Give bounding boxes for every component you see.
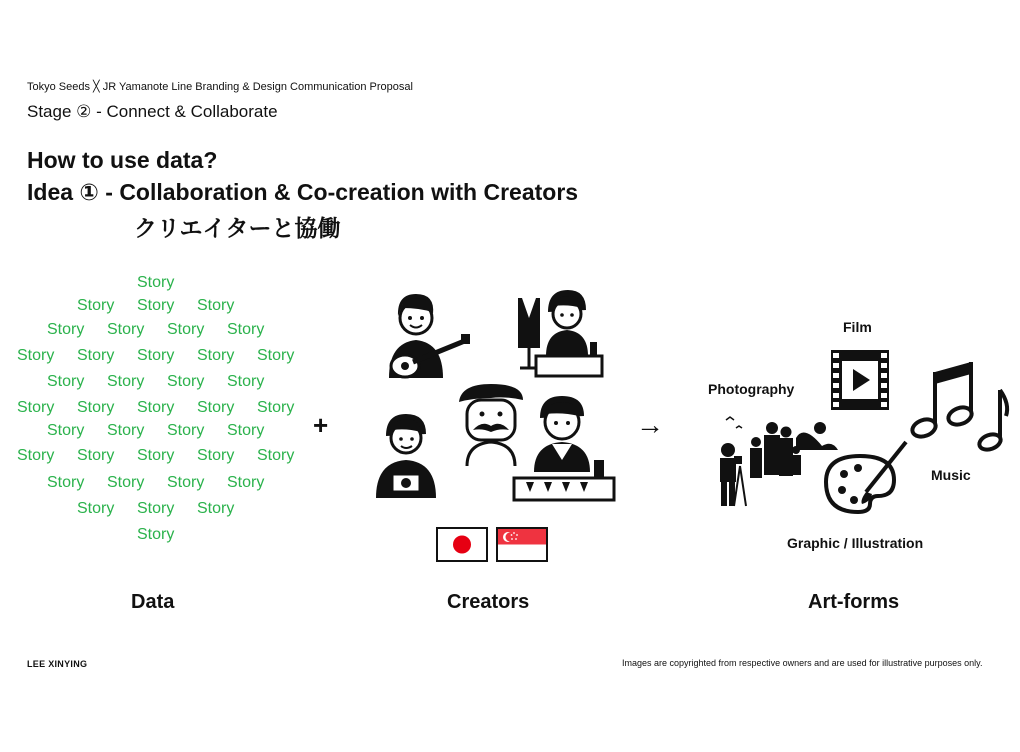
story-word: Story <box>197 347 235 364</box>
story-word: Story <box>137 526 175 543</box>
plus-sign: + <box>313 410 329 440</box>
photographer-icon <box>372 410 442 500</box>
story-word: Story <box>257 447 295 464</box>
story-word: Story <box>137 399 175 416</box>
story-word: Story <box>107 422 145 439</box>
story-word: Story <box>47 321 85 338</box>
data-column-label: Data <box>131 591 175 613</box>
story-word: Story <box>137 274 175 291</box>
arrow-sign: → <box>636 409 664 440</box>
story-word: Story <box>47 373 85 390</box>
photography-label: Photography <box>708 381 795 397</box>
story-word: Story <box>167 321 205 338</box>
idea-heading: Idea ① - Collaboration & Co-creation with Creators <box>27 179 579 205</box>
singapore-flag <box>496 527 548 562</box>
story-word: Story <box>137 347 175 364</box>
story-word: Story <box>47 422 85 439</box>
story-word: Story <box>197 500 235 517</box>
story-word: Story <box>257 347 295 364</box>
guitarist-icon <box>383 288 473 383</box>
story-word: Story <box>167 422 205 439</box>
music-notes-icon <box>906 360 1010 456</box>
film-icon <box>831 350 889 410</box>
copyright-notice: Images are copyrighted from respective owners and are used for illustrative purposes only. <box>622 658 983 668</box>
palette-icon <box>822 438 912 518</box>
story-word: Story <box>17 447 55 464</box>
story-word: Story <box>167 373 205 390</box>
story-word: Story <box>137 500 175 517</box>
graphic-label: Graphic / Illustration <box>787 535 924 551</box>
idea-japanese-heading: クリエイターと協働 <box>134 215 341 241</box>
story-word: Story <box>197 297 235 314</box>
story-word: Story <box>77 447 115 464</box>
story-word: Story <box>47 474 85 491</box>
story-word: Story <box>197 399 235 416</box>
story-word: Story <box>197 447 235 464</box>
story-word: Story <box>77 347 115 364</box>
story-word: Story <box>107 474 145 491</box>
story-word: Story <box>227 474 265 491</box>
story-word: Story <box>137 297 175 314</box>
story-word: Story <box>227 321 265 338</box>
project-title: Tokyo Seeds ╳ JR Yamanote Line Branding & Design Communication Proposal <box>27 81 413 93</box>
music-label: Music <box>931 467 971 483</box>
story-word: Story <box>77 297 115 314</box>
japan-flag <box>436 527 488 562</box>
story-word: Story <box>77 399 115 416</box>
story-word: Story <box>257 399 295 416</box>
story-word: Story <box>227 373 265 390</box>
story-word: Story <box>107 373 145 390</box>
story-word: Story <box>17 347 55 364</box>
story-word: Story <box>137 447 175 464</box>
story-word: Story <box>227 422 265 439</box>
story-word: Story <box>167 474 205 491</box>
question-heading: How to use data? <box>27 147 218 173</box>
bartender-icon <box>512 394 616 504</box>
author-name: LEE XINYING <box>27 659 88 669</box>
story-word: Story <box>77 500 115 517</box>
stage-title: Stage ② - Connect & Collaborate <box>27 102 278 121</box>
film-label: Film <box>843 319 872 335</box>
creators-column-label: Creators <box>447 591 530 613</box>
story-word: Story <box>17 399 55 416</box>
tailor-icon <box>510 288 606 380</box>
artforms-column-label: Art-forms <box>808 591 900 613</box>
photography-scene-icon <box>712 410 840 508</box>
story-word: Story <box>107 321 145 338</box>
